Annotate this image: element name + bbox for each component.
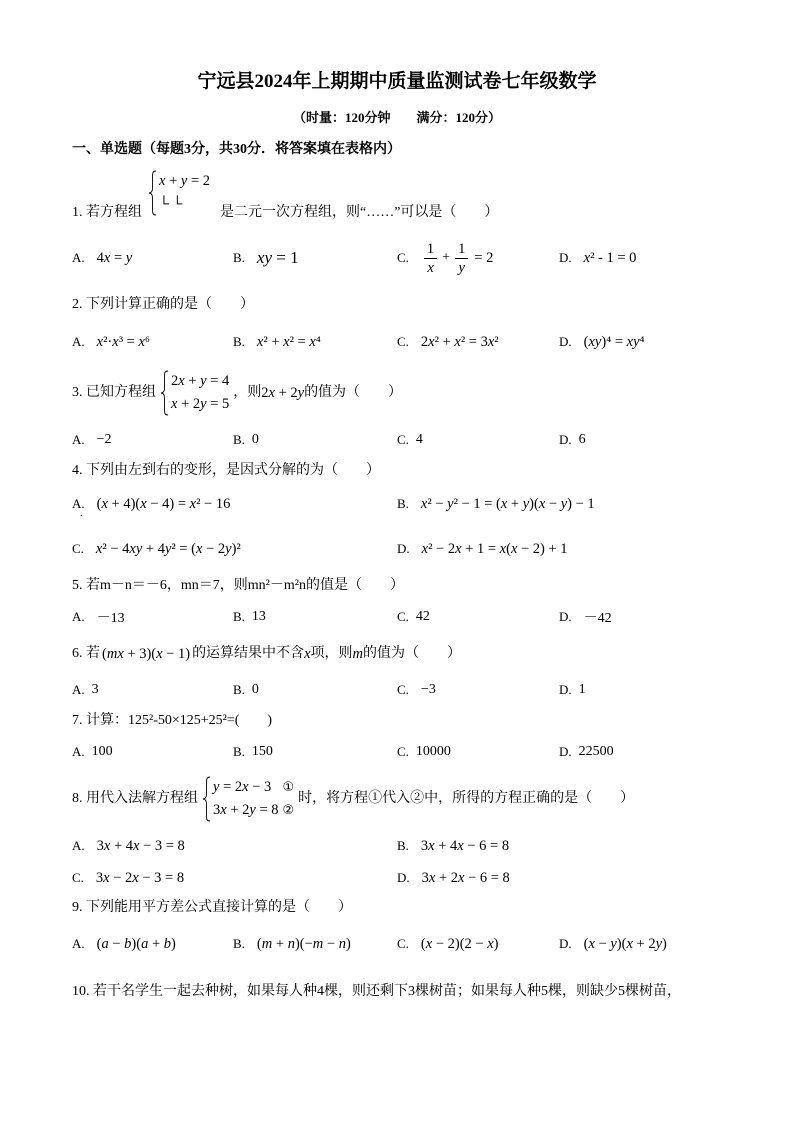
- question-9-text: 9. 下列能用平方差公式直接计算的是（ ）: [72, 900, 352, 915]
- math-variable: x: [583, 249, 591, 266]
- option-label: C.: [72, 870, 84, 885]
- option-label: A.: [72, 250, 85, 265]
- left-brace-icon: [148, 170, 157, 216]
- equation-line-2: 3x + 2y = 8: [213, 802, 279, 818]
- math-variable: x: [159, 173, 166, 189]
- q3-option-a: [72, 428, 112, 452]
- option-label: D.: [559, 744, 572, 759]
- q3-option-d: [559, 428, 586, 452]
- math-variable: x: [499, 540, 507, 557]
- q1-option-b: [233, 246, 299, 270]
- q2-option-c: [397, 330, 499, 354]
- math-variable: y: [447, 495, 454, 512]
- q4-option-d: [397, 537, 568, 561]
- option-formula: x² - 1 = 0: [583, 249, 637, 266]
- math-variable: y: [180, 173, 188, 189]
- q3-option-b: [233, 428, 259, 452]
- option-label: C.: [397, 250, 409, 265]
- math-variable: m: [261, 935, 273, 952]
- math-variable: x: [458, 869, 465, 886]
- math-variable: x: [101, 495, 108, 512]
- math-variable: x: [156, 646, 163, 662]
- math-variable: x: [96, 333, 104, 350]
- question-9-stem: [72, 896, 352, 920]
- option-value: －13: [96, 611, 125, 626]
- math-variable: x: [500, 495, 508, 512]
- q3-option-c: [397, 428, 423, 452]
- option-label: C.: [397, 432, 409, 447]
- q2-option-b: [233, 330, 321, 354]
- fraction-denominator: [458, 259, 464, 277]
- math-variable: x: [454, 333, 461, 350]
- equation-lines: [213, 776, 294, 822]
- math-variable: y: [655, 935, 663, 952]
- option-label: D.: [559, 334, 572, 349]
- q9-option-d: [559, 932, 667, 956]
- math-variable: a: [141, 935, 149, 952]
- equation-line-1: x + y = 2: [159, 173, 210, 189]
- equation-line-1: 2x + y = 4: [171, 373, 230, 389]
- q6-option-a: [72, 678, 99, 702]
- fraction-rhs: = 2: [474, 249, 494, 266]
- question-4-text: 4. 下列由左到右的变形，是因式分解的为（ ）: [72, 463, 380, 478]
- math-variable: x: [256, 333, 264, 350]
- math-variable: y: [522, 495, 530, 512]
- math-variable: x: [626, 935, 633, 952]
- option-formula: (xy)⁴ = xy⁴: [583, 333, 645, 350]
- option-label: D.: [559, 432, 572, 447]
- option-label: A.: [72, 744, 85, 759]
- equation-line-2: x + 2y = 5: [171, 396, 230, 412]
- q9-option-b: [233, 932, 351, 956]
- question-3-expression: 2x + 2y: [261, 385, 305, 401]
- q5-option-c: [397, 605, 430, 629]
- q6-option-c: [397, 678, 436, 702]
- option-formula: 3x + 4x − 6 = 8: [420, 837, 510, 854]
- option-label: B.: [397, 496, 409, 511]
- math-variable: x: [626, 333, 634, 350]
- math-variable: b: [124, 935, 132, 952]
- q6-option-b: [233, 678, 259, 702]
- question-8-suffix: 时，将方程①代入②中，所得的方程正确的是（ ）: [298, 791, 635, 806]
- math-variable: y: [213, 779, 220, 795]
- option-formula: 3x + 2x − 6 = 8: [421, 869, 510, 886]
- question-8-stem: [72, 775, 634, 823]
- math-variable: x: [103, 837, 111, 854]
- question-7-stem: [72, 709, 272, 733]
- left-brace-icon: [202, 776, 211, 822]
- option-formula: x² − 2x + 1 = x(x − 2) + 1: [421, 540, 568, 557]
- math-variable: y: [633, 333, 640, 350]
- question-6-stem: [72, 642, 461, 666]
- question-6-prefix: 6. 若: [72, 646, 100, 661]
- math-variable: x: [487, 333, 495, 350]
- math-variable: y: [458, 259, 465, 276]
- math-variable: x: [588, 333, 595, 350]
- math-variable: x: [487, 935, 494, 952]
- option-label: C.: [397, 682, 409, 697]
- option-value: 6: [578, 432, 586, 447]
- math-variable: x: [112, 333, 119, 350]
- q8-option-d: [397, 866, 510, 890]
- math-variable: x: [220, 802, 227, 818]
- math-variable: x: [421, 540, 429, 557]
- section-heading: 一、单选题（每题3分，共30分．将答案填在表格内）: [72, 142, 401, 157]
- option-value: 13: [251, 609, 266, 624]
- math-variable: x: [103, 249, 111, 266]
- option-value: −3: [420, 682, 436, 697]
- question-1-prefix: 1. 若方程组: [72, 205, 142, 220]
- option-label: B.: [233, 334, 245, 349]
- option-value: 4: [415, 432, 423, 447]
- math-variable: y: [264, 248, 273, 267]
- q2-option-d: [559, 330, 645, 354]
- option-formula: (m + n)(−m − n): [256, 935, 351, 952]
- option-value: 150: [251, 744, 273, 759]
- math-variable: x: [588, 935, 595, 952]
- math-variable: x: [189, 495, 197, 512]
- q4-option-c: [72, 537, 241, 561]
- q9-option-a: [72, 932, 176, 956]
- option-value: －42: [583, 611, 612, 626]
- math-variable: a: [101, 935, 109, 952]
- question-10-stem: [72, 980, 681, 1004]
- math-variable: y: [610, 935, 617, 952]
- option-value: 1: [578, 682, 586, 697]
- math-variable: y: [200, 396, 207, 412]
- math-variable: x: [425, 935, 433, 952]
- option-label: A.: [72, 496, 85, 511]
- option-label: D.: [559, 609, 572, 624]
- math-variable: x: [283, 333, 290, 350]
- q4-option-a: [72, 492, 230, 516]
- math-variable: y: [135, 540, 143, 557]
- math-variable: b: [163, 935, 172, 952]
- equation-system: [160, 370, 229, 416]
- equation-line-1: y = 2x − 3: [213, 779, 272, 795]
- math-variable: x: [133, 837, 140, 854]
- equation-line-2: └ └: [159, 197, 183, 212]
- question-6-mid-2: 项，则: [310, 646, 353, 661]
- fraction-1: [424, 240, 437, 277]
- fraction-2: [455, 240, 468, 277]
- question-5-text: 5. 若m－n＝－6，mn＝7，则mn²－m²n的值是（ ）: [72, 578, 404, 593]
- q1-option-d: [559, 246, 636, 270]
- math-variable: m: [312, 935, 324, 952]
- option-label: B.: [233, 744, 245, 759]
- math-variable: m: [106, 646, 118, 662]
- math-variable: x: [242, 779, 249, 795]
- equation-system: [148, 170, 210, 216]
- option-label: A.: [72, 936, 85, 951]
- math-variable: x: [196, 540, 203, 557]
- math-variable: x: [138, 333, 145, 350]
- q7-option-a: [72, 740, 113, 764]
- option-label: D.: [559, 682, 572, 697]
- math-variable: y: [164, 540, 172, 557]
- question-3-mid: ，则: [233, 385, 262, 400]
- equation-lines: [159, 170, 210, 216]
- option-formula: (a − b)(a + b): [96, 935, 176, 952]
- option-label: C.: [397, 744, 409, 759]
- option-formula: x² − y² − 1 = (x + y)(x − y) − 1: [420, 495, 595, 512]
- left-brace-icon: [160, 370, 169, 416]
- math-variable: x: [256, 248, 265, 267]
- math-variable: y: [297, 385, 305, 401]
- math-variable: x: [428, 837, 435, 854]
- exam-subtitle: （时量：120分钟 满分：120分）: [292, 110, 501, 125]
- math-variable: x: [420, 495, 428, 512]
- math-variable: x: [171, 396, 178, 412]
- q1-option-c: [397, 240, 494, 276]
- option-label: A.: [72, 609, 85, 624]
- option-formula: (x + 4)(x − 4) = x² − 16: [96, 495, 231, 512]
- math-variable: x: [129, 540, 136, 557]
- option-value: 42: [415, 609, 430, 624]
- option-formula: 3x − 2x − 3 = 8: [95, 869, 185, 886]
- question-6-suffix: 的值为（ ）: [362, 646, 461, 661]
- option-value: 10000: [415, 744, 451, 759]
- math-variable: n: [287, 935, 295, 952]
- question-10-text: 10. 若干名学生一起去种树，如果每人种4棵，则还剩下3棵树苗；如果每人种5棵，则缺少5棵树苗，: [72, 984, 681, 999]
- option-formula: 4x = y: [96, 249, 133, 266]
- option-value: 0: [251, 432, 259, 447]
- option-label: B.: [233, 682, 245, 697]
- math-variable: y: [594, 333, 602, 350]
- q7-option-d: [559, 740, 614, 764]
- question-2-stem: [72, 293, 254, 317]
- option-formula: (x − 2)(2 − x): [420, 935, 499, 952]
- question-7-text: 7. 计算：125²-50×125+25²=( ): [72, 713, 273, 728]
- option-label: C.: [397, 334, 409, 349]
- option-label: A.: [72, 682, 85, 697]
- equation-marker-2: ②: [282, 803, 295, 818]
- math-variable: x: [103, 869, 110, 886]
- math-variable: x: [428, 869, 436, 886]
- option-label: D.: [397, 541, 410, 556]
- option-formula: x² − 4xy + 4y² = (x − 2y)²: [95, 540, 241, 557]
- math-variable: x: [132, 869, 139, 886]
- q9-option-c: [397, 932, 499, 956]
- math-variable: x: [427, 259, 434, 276]
- option-label: B.: [397, 838, 409, 853]
- math-variable: y: [125, 249, 133, 266]
- math-variable: x: [268, 385, 275, 401]
- q5-option-b: [233, 605, 266, 629]
- q2-option-a: [72, 330, 150, 354]
- option-formula: xy = 1: [256, 248, 299, 267]
- question-5-stem: [72, 574, 404, 598]
- option-label: D.: [559, 250, 572, 265]
- option-label: D.: [559, 936, 572, 951]
- math-variable: n: [338, 935, 346, 952]
- q5-option-d: [559, 605, 612, 629]
- option-label: A.: [72, 334, 85, 349]
- q8-option-a: [72, 834, 185, 858]
- math-variable: y: [225, 540, 232, 557]
- question-3-suffix: 的值为（ ）: [304, 385, 403, 400]
- option-label: A.: [72, 432, 85, 447]
- option-label: C.: [397, 936, 409, 951]
- option-label: A.: [72, 838, 85, 853]
- q8-option-c: [72, 866, 184, 890]
- option-formula: (x − y)(x + 2y): [583, 935, 667, 952]
- equation-marker-1: ①: [282, 780, 295, 795]
- q4-option-b: [397, 492, 595, 516]
- math-variable: y: [249, 802, 256, 818]
- option-formula: x²·x³ = x⁶: [96, 333, 150, 350]
- math-variable: x: [510, 540, 518, 557]
- option-formula: x² + x² = x⁴: [256, 333, 321, 350]
- question-6-mid-1: 的运算结果中不含: [192, 646, 305, 661]
- q5-option-a: [72, 605, 125, 629]
- question-3-stem: [72, 369, 402, 417]
- option-label: B.: [233, 936, 245, 951]
- option-label: C.: [397, 609, 409, 624]
- question-4-stem: [72, 459, 380, 483]
- stray-mark: .: [80, 508, 83, 519]
- math-variable: x: [304, 646, 311, 662]
- math-variable: y: [560, 495, 568, 512]
- q1-option-a: [72, 246, 132, 270]
- math-variable: x: [538, 495, 546, 512]
- math-variable: x: [140, 495, 147, 512]
- option-label: D.: [397, 870, 410, 885]
- q8-option-b: [397, 834, 509, 858]
- option-label: B.: [233, 432, 245, 447]
- option-value: 0: [251, 682, 259, 697]
- option-label: C.: [72, 541, 84, 556]
- option-value: −2: [96, 432, 112, 447]
- q7-option-c: [397, 740, 451, 764]
- math-variable: x: [457, 837, 464, 854]
- exam-title: 宁远县2024年上期期中质量监测试卷七年级数学: [197, 71, 597, 92]
- fraction-numerator: 1: [455, 240, 468, 259]
- question-1-suffix: 是二元一次方程组，则“……”可以是（ ）: [220, 205, 499, 220]
- question-6-expression: (mx + 3)(x − 1): [102, 646, 191, 662]
- equation-system: [202, 776, 294, 822]
- q6-option-d: [559, 678, 586, 702]
- math-variable: x: [95, 540, 103, 557]
- math-variable: y: [200, 373, 207, 389]
- option-formula: 2x² + x² = 3x²: [420, 333, 499, 350]
- math-variable: x: [117, 646, 124, 662]
- math-variable: x: [309, 333, 316, 350]
- option-value: 22500: [578, 744, 614, 759]
- math-variable: m: [352, 646, 363, 662]
- option-label: B.: [233, 250, 245, 265]
- question-8-prefix: 8. 用代入法解方程组: [72, 791, 198, 806]
- option-value: 3: [91, 682, 99, 697]
- question-1-stem: [72, 169, 498, 225]
- question-6-variable-m: [353, 642, 363, 666]
- math-variable: x: [428, 333, 435, 350]
- fraction-denominator: [427, 259, 433, 277]
- option-label: B.: [233, 609, 245, 624]
- math-variable: x: [178, 373, 185, 389]
- fraction-numerator: 1: [424, 240, 437, 259]
- option-formula: 3x + 4x − 3 = 8: [96, 837, 185, 854]
- question-2-text: 2. 下列计算正确的是（ ）: [72, 297, 254, 312]
- math-variable: x: [455, 540, 462, 557]
- fraction-operator: +: [442, 250, 451, 265]
- question-3-prefix: 3. 已知方程组: [72, 385, 156, 400]
- equation-lines: [171, 370, 229, 416]
- option-value: 100: [91, 744, 113, 759]
- q7-option-b: [233, 740, 273, 764]
